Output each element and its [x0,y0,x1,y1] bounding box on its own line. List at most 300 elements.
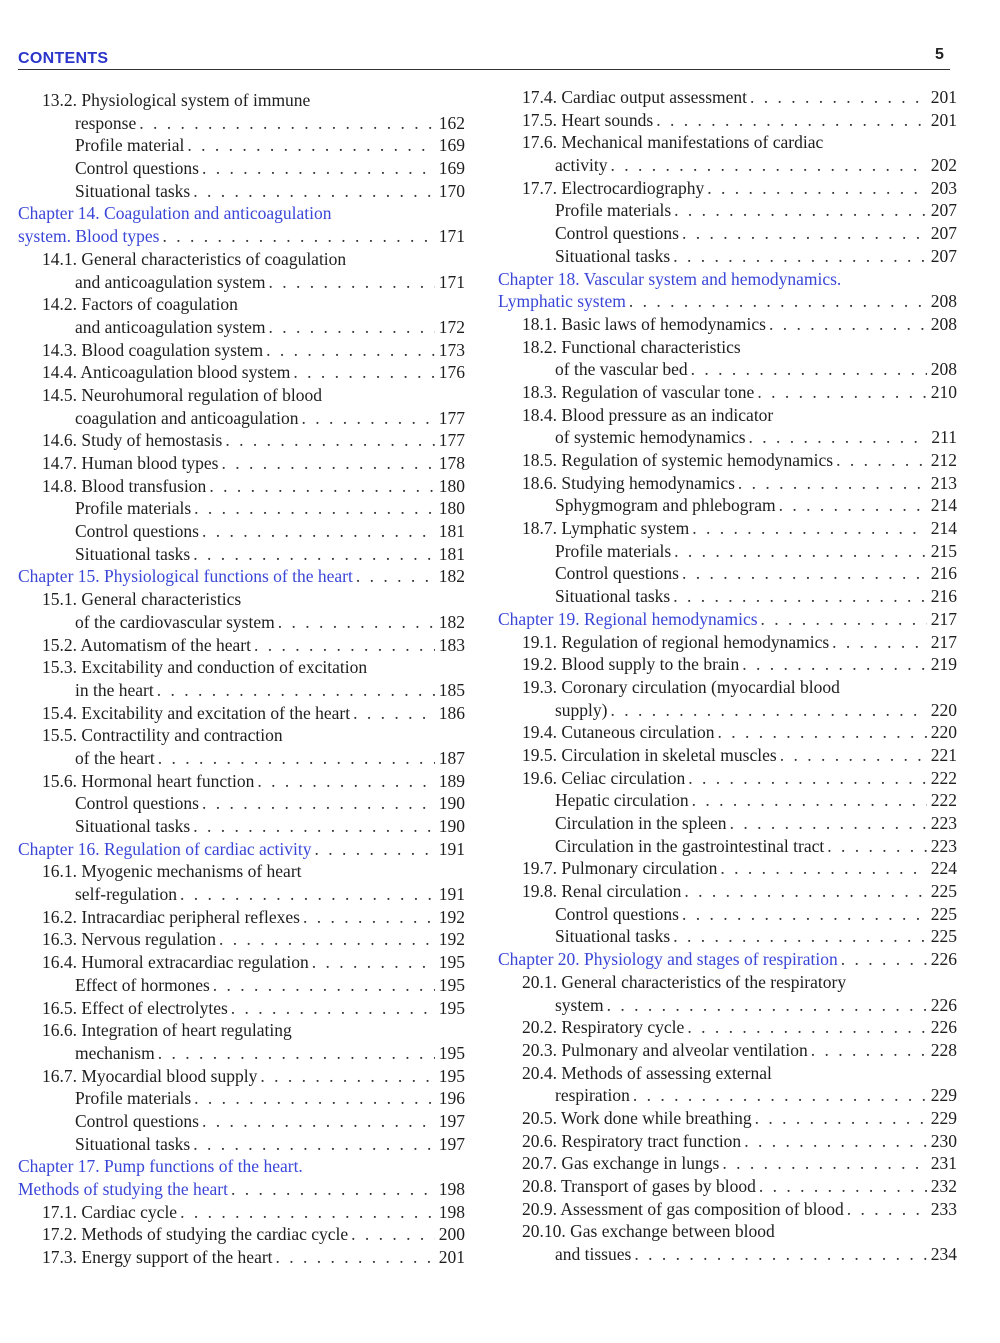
toc-entry-title: Lymphatic system [498,291,626,312]
toc-entry-title: 19.1. Regulation of regional hemodynamics [522,631,830,652]
toc-page-number: 210 [930,381,957,402]
toc-page-number: 197 [438,1133,465,1154]
toc-entry [498,1107,957,1130]
dot-leader [841,948,927,971]
toc-page-number: 215 [930,540,957,561]
toc-page-number: 221 [930,744,957,765]
dot-leader [257,770,434,793]
dot-leader [757,381,926,404]
dot-leader [688,767,926,790]
toc-right-column [498,86,957,1266]
toc-entry [498,540,957,563]
dot-leader [315,838,435,861]
toc-entry-title: Control questions [75,793,199,814]
dot-leader [260,1065,434,1088]
toc-entry-title: 20.7. Gas exchange in lungs [522,1153,720,1174]
toc-page-number: 219 [930,654,957,675]
dot-leader [193,543,435,566]
dot-leader [738,472,927,495]
toc-entry-title: 18.4. Blood pressure as an indicator [522,404,774,425]
toc-entry-title: 16.1. Myogenic mechanisms of heart [42,861,302,882]
dot-leader [759,1175,927,1198]
toc-page-number: 192 [438,929,465,950]
toc-entry [18,1110,465,1133]
header-rule [18,69,950,70]
dot-leader [692,789,927,812]
toc-entry [498,699,957,722]
toc-entry-title: Sphygmogram and phlebogram [555,495,776,516]
toc-entry [498,857,957,880]
toc-page-number: 195 [438,974,465,995]
toc-entry-title: 15.1. General characteristics [42,589,242,610]
dot-leader [684,880,926,903]
toc-page-number: 191 [438,884,465,905]
toc-entry-title: Methods of studying the heart [18,1179,228,1199]
dot-leader [629,290,927,313]
toc-entry-title: of the vascular bed [555,359,688,380]
toc-entry [498,812,957,835]
toc-chapter-line [18,1155,465,1178]
dot-leader [717,721,926,744]
toc-page-number: 225 [930,926,957,947]
toc-page-number: 226 [930,994,957,1015]
toc-page-number: 192 [438,906,465,927]
toc-entry [498,494,957,517]
dot-leader [827,835,927,858]
toc-entry-title: 17.4. Cardiac output assessment [522,87,748,107]
toc-chapter-line [498,608,957,631]
toc-page-number: 214 [930,518,957,539]
toc-entry-title: 19.8. Renal circulation [522,881,682,902]
dot-leader [231,997,435,1020]
toc-page-number: 196 [438,1088,465,1109]
toc-page-number: 195 [438,952,465,973]
toc-page-number: 181 [438,521,465,542]
dot-leader [209,475,434,498]
toc-entry [18,906,465,929]
toc-entry [498,336,957,359]
toc-page-number: 217 [930,631,957,652]
toc-entry [18,157,465,180]
dot-leader [302,407,435,430]
toc-entry-title: Circulation in the gastrointestinal tract [555,835,825,856]
toc-entry [498,767,957,790]
toc-entry-title: Chapter 15. Physiological functions of the heart [18,566,353,587]
dot-leader [139,112,435,135]
toc-entry [498,994,957,1017]
dot-leader [158,747,435,770]
dot-leader [769,313,927,336]
toc-entry-title: 16.2. Intracardiac peripheral reflexes [42,906,300,927]
dot-leader [832,631,927,654]
toc-entry [498,222,957,245]
toc-entry-title: Situational tasks [75,543,191,564]
toc-entry [498,653,957,676]
dot-leader [219,928,435,951]
toc-entry-title: 20.8. Transport of gases by blood [522,1176,756,1196]
running-header-title: CONTENTS [18,50,109,67]
toc-entry-title: Chapter 16. Regulation of cardiac activity [18,838,312,859]
toc-entry-title: 15.4. Excitability and excitation of the heart [42,702,351,723]
toc-page-number: 220 [930,722,957,743]
toc-entry [498,1016,957,1039]
dot-leader [221,452,434,475]
toc-entry [498,177,957,200]
toc-entry [498,789,957,812]
toc-entry-title: Situational tasks [75,180,191,201]
dot-leader [254,634,435,657]
toc-entry [18,89,465,112]
toc-page-number: 180 [438,475,465,496]
toc-page-number: 183 [438,634,465,655]
dot-leader [312,951,435,974]
toc-entry [18,520,465,543]
toc-entry-title: Situational tasks [75,1133,191,1154]
toc-entry [18,724,465,747]
toc-entry-title: 14.3. Blood coagulation system [42,339,264,360]
toc-entry-title: 19.5. Circulation in skeletal muscles [522,744,777,765]
dot-leader [811,1039,927,1062]
toc-entry-title: 18.2. Functional characteristics [522,336,741,357]
toc-entry-title: 14.5. Neurohumoral regulation of blood [42,384,322,405]
toc-entry [498,1243,957,1266]
dot-leader [761,608,927,631]
toc-entry-title: 16.6. Integration of heart regulating [42,1020,292,1041]
dot-leader [231,1178,435,1201]
toc-page-number: 195 [438,1065,465,1086]
toc-page-number: 170 [438,180,465,201]
toc-entry-title: 14.8. Blood transfusion [42,475,207,496]
toc-entry [498,1039,957,1062]
toc-entry-title: 20.3. Pulmonary and alveolar ventilation [522,1039,808,1060]
dot-leader [193,1133,435,1156]
toc-entry-title: Chapter 17. Pump functions of the heart. [18,1156,303,1177]
dot-leader [202,792,435,815]
toc-page-number: 225 [930,903,957,924]
toc-chapter-line [18,838,465,861]
toc-entry-title: 18.5. Regulation of systemic hemodynamics [522,450,834,470]
dot-leader [692,517,927,540]
toc-page-number: 200 [438,1224,465,1245]
dot-leader [847,1198,927,1221]
toc-page-number: 207 [930,223,957,244]
toc-entry-title: 18.1. Basic laws of hemodynamics [522,313,766,334]
toc-entry-title: system. Blood types [18,226,160,247]
toc-entry-title: 17.7. Electrocardiography [522,177,705,198]
toc-entry-title: 19.4. Cutaneous circulation [522,722,715,743]
toc-entry-title: response [75,112,137,133]
toc-entry [18,475,465,498]
toc-entry-title: Chapter 14. Coagulation and anticoagulation [18,203,332,224]
toc-entry [498,245,957,268]
toc-entry [18,860,465,883]
dot-leader [687,1016,926,1039]
toc-entry [18,1201,465,1224]
toc-entry-title: 18.7. Lymphatic system [522,518,690,539]
toc-entry [498,1220,957,1243]
toc-entry [498,199,957,222]
toc-page-number: 211 [931,427,957,448]
toc-entry [18,928,465,951]
dot-leader [634,1243,926,1266]
toc-entry-title: 20.2. Respiratory cycle [522,1017,685,1038]
dot-leader [194,1087,435,1110]
dot-leader [225,429,434,452]
toc-entry [18,634,465,657]
toc-page-number: 223 [930,813,957,833]
toc-entry [498,313,957,336]
toc-entry-title: and tissues [555,1244,632,1265]
toc-entry [18,1246,465,1269]
toc-entry [18,134,465,157]
toc-page-number: 208 [930,313,957,334]
toc-entry-title: 17.3. Energy support of the heart [42,1247,273,1268]
toc-entry [498,971,957,994]
toc-page-number: 233 [930,1198,957,1219]
toc-entry [18,951,465,974]
toc-chapter-line [18,225,465,248]
toc-page-number: 178 [438,453,465,473]
toc-page-number: 229 [930,1107,957,1128]
dot-leader [356,565,435,588]
toc-entry [18,747,465,770]
toc-entry-title: 14.7. Human blood types [42,453,219,473]
dot-leader [162,225,434,248]
dot-leader [607,994,927,1017]
toc-page-number: 201 [438,1247,465,1268]
toc-page-number: 216 [930,563,957,584]
dot-leader [691,358,927,381]
toc-entry-title: supply) [555,699,608,720]
toc-entry-title: 17.1. Cardiac cycle [42,1201,178,1222]
toc-entry [498,925,957,948]
toc-entry-title: Effect of hormones [75,974,210,995]
toc-entry [18,883,465,906]
toc-page-number: 232 [930,1176,957,1196]
toc-entry [18,611,465,634]
dot-leader [202,1110,435,1133]
toc-entry-title: coagulation and anticoagulation [75,407,299,428]
toc-page-number: 208 [930,359,957,380]
dot-leader [193,180,435,203]
toc-entry-title: 17.5. Heart sounds [522,109,654,130]
toc-entry [498,449,957,472]
toc-page-number: 222 [930,767,957,788]
toc-entry-title: 17.6. Mechanical manifestations of cardiac [522,132,824,153]
toc-entry-title: Control questions [75,158,199,179]
toc-page-number: 169 [438,158,465,179]
toc-chapter-line [18,202,465,225]
toc-page-number: 231 [930,1153,957,1174]
toc-page-number: 186 [438,702,465,723]
toc-entry [18,1133,465,1156]
toc-entry [18,1042,465,1065]
toc-entry-title: in the heart [75,679,154,700]
toc-chapter-line [498,268,957,291]
toc-entry-title: 17.2. Methods of studying the cardiac cycle [42,1224,349,1245]
toc-page-number: 223 [930,835,957,856]
toc-entry-title: mechanism [75,1042,155,1063]
toc-entry [498,744,957,767]
dot-leader [276,1246,435,1269]
toc-page-number: 201 [930,87,957,107]
toc-left-column [18,89,465,1269]
toc-entry-title: Circulation in the spleen [555,813,727,833]
toc-entry-title: 15.6. Hormonal heart function [42,770,255,791]
toc-page-number: 187 [438,747,465,768]
dot-leader [293,361,434,384]
toc-entry [18,815,465,838]
dot-leader [158,1042,435,1065]
toc-page-number: 198 [438,1201,465,1222]
toc-entry-title: and anticoagulation system [75,271,266,292]
dot-leader [633,1084,927,1107]
toc-page-number: 181 [438,543,465,564]
dot-leader [303,906,435,929]
toc-page-number: 162 [438,112,465,133]
dot-leader [722,1152,926,1175]
dot-leader [193,815,435,838]
toc-entry [498,1152,957,1175]
toc-entry [498,562,957,585]
toc-page-number: 198 [438,1179,465,1199]
toc-entry [18,429,465,452]
dot-leader [674,540,927,563]
toc-entry-title: of systemic hemodynamics [555,427,746,448]
toc-entry-title: Hepatic circulation [555,790,689,811]
toc-page-number: 173 [438,339,465,360]
toc-entry-title: 14.1. General characteristics of coagulation [42,248,347,269]
toc-entry-title: Profile materials [75,498,192,519]
dot-leader [213,974,435,997]
toc-page-number: 216 [930,586,957,607]
toc-entry-title: Situational tasks [555,926,671,947]
toc-entry-title: 13.2. Physiological system of immune [42,90,311,110]
toc-page-number: 169 [438,135,465,156]
toc-page-number: 226 [930,949,957,970]
toc-entry [18,1019,465,1042]
toc-entry [498,903,957,926]
dot-leader [673,585,927,608]
toc-entry [18,1087,465,1110]
toc-entry-title: activity [555,155,608,176]
toc-page-number: 202 [930,155,957,176]
toc-entry [18,702,465,725]
toc-page-number: 226 [930,1017,957,1038]
dot-leader [836,449,927,472]
toc-entry-title: Control questions [555,903,679,924]
toc-page-number: 212 [930,450,957,470]
dot-leader [353,702,435,725]
toc-page-number: 229 [930,1085,957,1106]
toc-page-number: 225 [930,881,957,902]
toc-entry-title: self-regulation [75,884,178,905]
toc-page-number: 189 [438,770,465,791]
dot-leader [674,199,927,222]
toc-entry-title: and anticoagulation system [75,316,266,337]
toc-entry [18,1065,465,1088]
toc-entry [18,316,465,339]
toc-entry-title: 16.7. Myocardial blood supply [42,1065,258,1086]
toc-page-number: 182 [438,566,465,587]
toc-entry [498,404,957,427]
toc-entry-title: Profile materials [555,540,672,561]
dot-leader [157,679,435,702]
toc-entry-title: 20.9. Assessment of gas composition of blood [522,1198,844,1219]
dot-leader [202,520,435,543]
toc-entry [18,248,465,271]
toc-entry-title: Profile materials [75,1088,192,1109]
dot-leader [682,903,927,926]
page-number: 5 [935,46,944,63]
toc-entry [498,109,957,132]
dot-leader [720,857,926,880]
toc-entry [498,472,957,495]
toc-entry-title: 15.3. Excitability and conduction of excitation [42,657,368,678]
toc-page-number: 214 [930,495,957,516]
toc-page-number: 172 [438,316,465,337]
toc-page-number: 201 [930,109,957,130]
toc-entry [18,1223,465,1246]
toc-page-number: 207 [930,200,957,221]
dot-leader [266,339,435,362]
dot-leader [755,1107,927,1130]
toc-entry-title: 18.6. Studying hemodynamics [522,472,735,493]
toc-entry [18,271,465,294]
toc-entry-title: 14.4. Anticoagulation blood system [42,362,291,383]
toc-page-number: 195 [438,997,465,1018]
toc-chapter-line [18,1178,465,1201]
dot-leader [194,497,435,520]
dot-leader [656,109,927,132]
dot-leader [269,316,435,339]
toc-page-number: 220 [930,699,957,720]
dot-leader [351,1223,435,1246]
toc-page-number: 203 [930,177,957,198]
dot-leader [269,271,435,294]
toc-entry-title: 16.3. Nervous regulation [42,929,216,950]
toc-entry [498,1062,957,1085]
toc-entry-title: 20.1. General characteristics of the respiratory [522,971,847,992]
toc-entry-title: Control questions [75,521,199,542]
toc-entry [498,1084,957,1107]
toc-entry-title: Control questions [75,1110,199,1131]
dot-leader [707,177,927,200]
toc-chapter-line [18,565,465,588]
toc-page-number: 191 [438,838,465,859]
toc-page-number: 222 [930,790,957,811]
toc-entry-title: 14.6. Study of hemostasis [42,430,223,451]
toc-entry-title: 18.3. Regulation of vascular tone [522,381,755,402]
toc-page-number: 176 [438,362,465,383]
toc-entry [18,543,465,566]
toc-entry [498,631,957,654]
dot-leader [750,86,927,109]
toc-entry-title: Control questions [555,563,679,584]
toc-page-number: 197 [438,1110,465,1131]
toc-page-number: 177 [438,407,465,428]
toc-page-number: 190 [438,793,465,814]
toc-entry [18,792,465,815]
toc-entry [498,358,957,381]
toc-page-number: 213 [930,472,957,493]
toc-entry-title: Situational tasks [555,586,671,607]
toc-entry [18,770,465,793]
toc-entry [18,656,465,679]
dot-leader [180,1201,435,1224]
dot-leader [673,925,927,948]
toc-entry [18,452,465,475]
